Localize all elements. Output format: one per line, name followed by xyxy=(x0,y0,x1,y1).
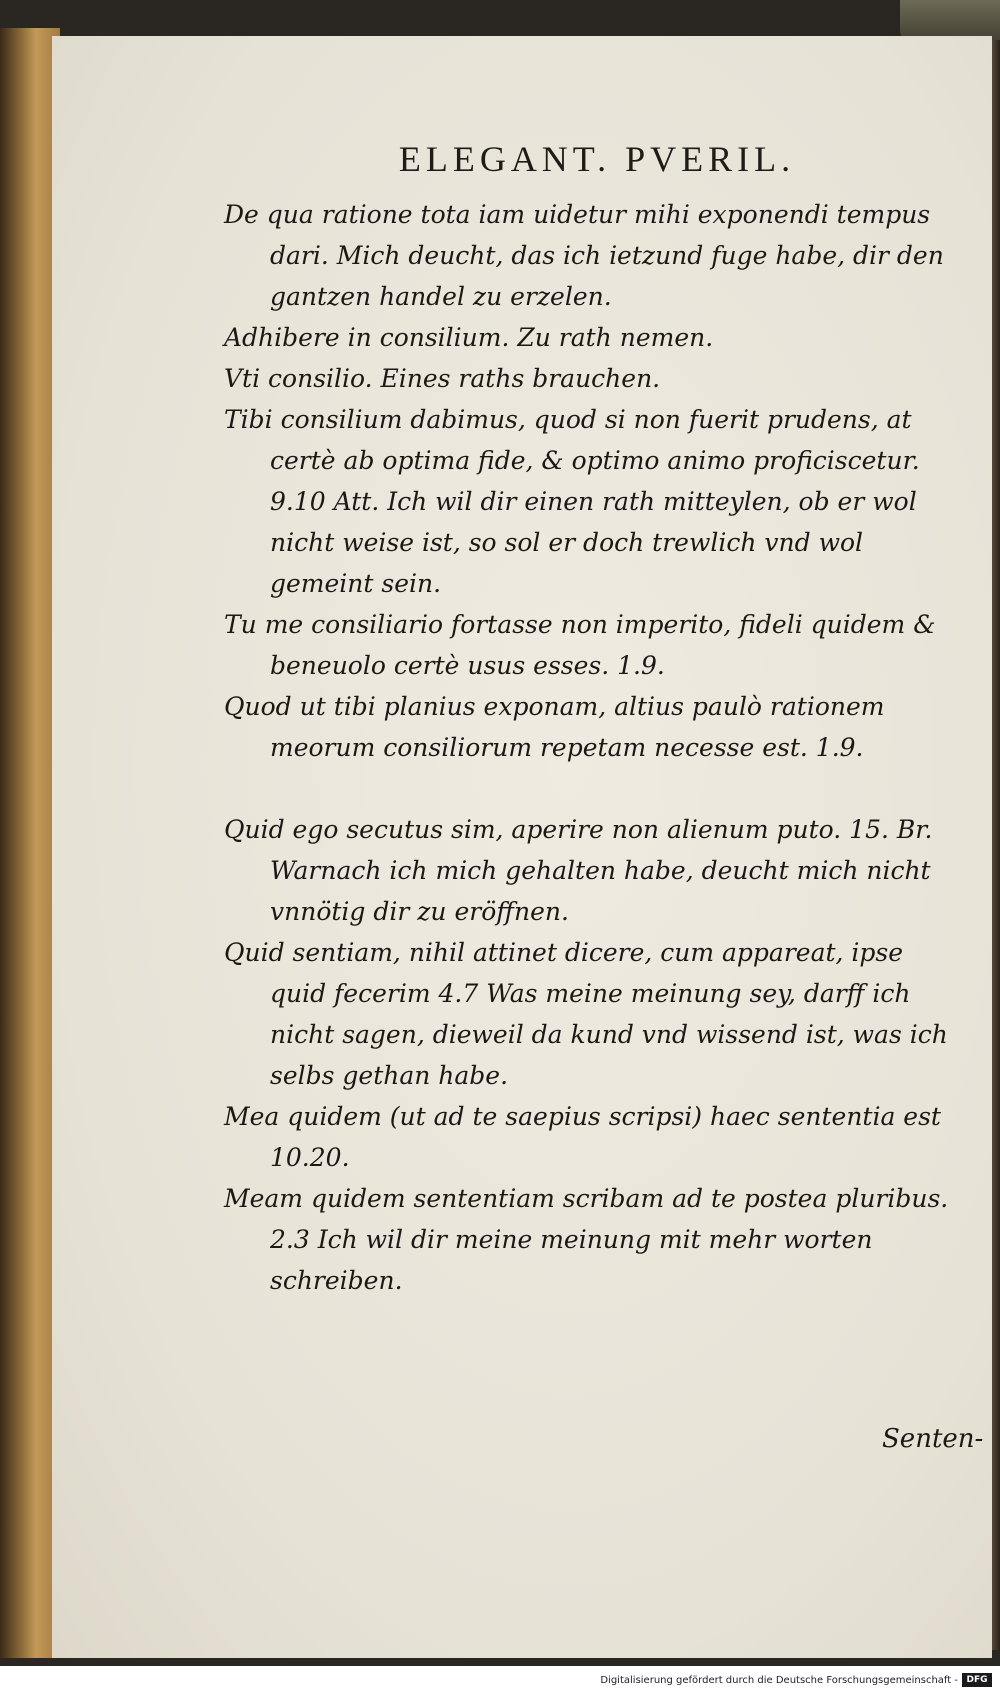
running-head: ELEGANT. PVERIL. xyxy=(398,139,796,179)
entry: Quod ut tibi planius exponam, altius paulò rationem meorum consiliorum repetam necesse est. 1.9. xyxy=(224,692,885,762)
entry: Quid sentiam, nihil attinet dicere, cum appareat, ipse quid fecerim 4.7 Was meine meinung sey, darff ich nicht sagen, dieweil da kund vnd wissend ist, was ich selbs gethan habe. xyxy=(224,938,948,1090)
book-edge-left xyxy=(0,28,60,1658)
entry: Tu me consiliario fortasse non imperito, fideli quidem & beneuolo certè usus esses. 1.9. xyxy=(224,610,936,680)
footer xyxy=(0,1666,1000,1696)
entry: De qua ratione tota iam uidetur mihi exponendi tempus dari. Mich deucht, das ich ietzund fuge habe, dir den gantzen handel zu erzelen. xyxy=(224,200,944,311)
dfg-logo-icon: DFG xyxy=(962,1673,992,1687)
funding-credit: Digitalisierung gefördert durch die Deutsche Forschungsgemeinschaft - xyxy=(600,1675,958,1686)
entry: Mea quidem (ut ad te saepius scripsi) haec sententia est 10.20. xyxy=(224,1102,941,1172)
text-block xyxy=(224,194,959,1301)
book-page xyxy=(52,36,992,1658)
entry: Tibi consilium dabimus, quod si non fuerit prudens, at certè ab optima fide, & optimo animo proficiscetur. 9.10 Att. Ich wil dir einen rath mitteylen, ob er wol nicht weise ist, so sol er doch trewlich vnd wol gemeint sein. xyxy=(224,405,920,598)
catchword: Senten- xyxy=(882,1424,984,1454)
entry: Adhibere in consilium. Zu rath nemen. xyxy=(224,323,714,352)
entry: Quid ego secutus sim, aperire non alienum puto. 15. Br. Warnach ich mich gehalten habe, deucht mich nicht vnnötig dir zu eröffnen. xyxy=(224,815,933,926)
entry: Vti consilio. Eines raths brauchen. xyxy=(224,364,661,393)
entry: Meam quidem sententiam scribam ad te postea pluribus. 2.3 Ich wil dir meine meinung mit mehr worten schreiben. xyxy=(224,1184,949,1295)
